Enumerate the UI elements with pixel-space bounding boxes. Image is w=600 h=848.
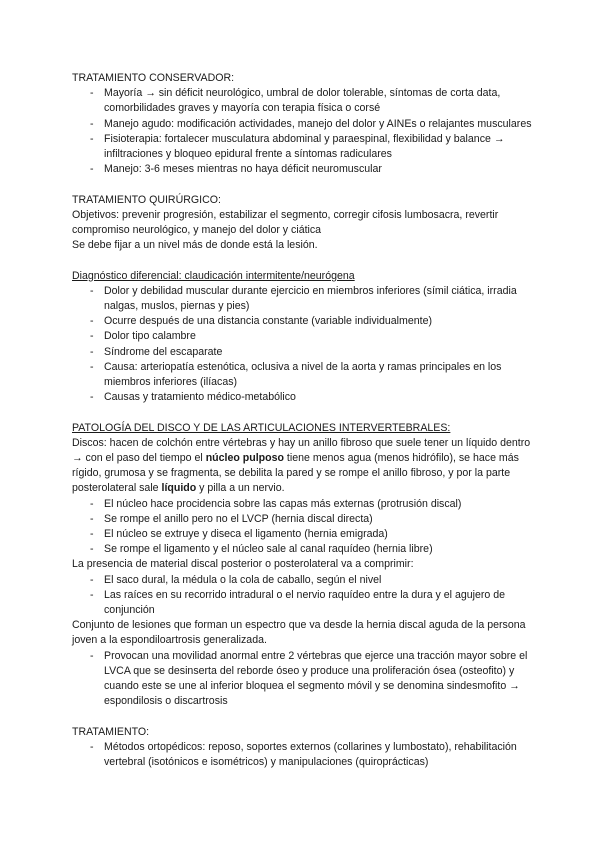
bullet-dash: - [90,117,94,130]
list-item: - Ocurre después de una distancia constante (variable individualmente) [72,314,532,329]
document-page [72,71,532,770]
bullet-dash: - [90,573,94,586]
list-item: - Fisioterapia: fortalecer musculatura abdominal y paraespinal, flexibilidad y balance → infiltraciones y bloqueo epidural frente a síntomas radiculares [90,132,505,161]
bullet-dash: - [90,543,94,556]
list-item: - Se rompe el anillo pero no el LVCP (hernia discal directa) [72,512,532,527]
list-item: - El saco dural, la médula o la cola de caballo, según el nivel [72,573,532,588]
bullet-dash: - [90,360,94,373]
bullet-dash: - [90,330,94,343]
list-hernias [72,497,532,558]
bullet-dash: - [90,497,94,510]
list-item: - Mayoría → sin déficit neurológico, umbral de dolor tolerable, síntomas de corta data, comorbilidades graves y mayoría con terapia física o corsé [90,87,501,115]
section-title-quirurgico: TRATAMIENTO QUIRÚRGICO: [72,193,221,206]
bullet-dash: - [90,345,94,358]
section-title-diagnostico: Diagnóstico diferencial: claudicación intermitente/neurógena [72,269,355,282]
list-compresion [72,573,532,619]
bullet-dash: - [90,315,94,328]
bullet-dash: - [90,87,94,100]
bold-term-nucleo-pulposo: núcleo pulposo [205,452,284,465]
bold-term-liquido: líquido [161,482,197,495]
paragraph-conjunto: Conjunto de lesiones que forman un espectro que va desde la hernia discal aguda de la persona joven a la espondiloartrosis generalizada. [72,619,526,647]
paragraph-fijar: Se debe fijar a un nivel más de donde está la lesión. [72,239,318,252]
list-item: - Se rompe el ligamento y el núcleo sale al canal raquídeo (hernia libre) [72,542,532,557]
list-item: - Causas y tratamiento médico-metabólico [72,390,532,405]
bullet-dash: - [90,163,94,176]
list-item: - Dolor tipo calambre [72,329,532,344]
list-item: - Síndrome del escaparate [72,345,532,360]
list-item: - Manejo agudo: modificación actividades, manejo del dolor y AINEs o relajantes musculares [72,117,532,132]
list-movilidad [72,649,532,710]
list-tratamiento [72,740,532,770]
section-title-conservador: TRATAMIENTO CONSERVADOR: [72,72,235,84]
list-item: - El núcleo hace procidencia sobre las capas más externas (protrusión discal) [72,497,532,512]
bullet-dash: - [90,649,94,662]
list-diagnostico [72,284,532,406]
bullet-dash: - [90,284,94,297]
paragraph-presencia: La presencia de material discal posterior o posterolateral va a comprimir: [72,558,414,571]
list-item: - Dolor y debilidad muscular durante ejercicio en miembros inferiores (símil ciática, irradia nalgas, muslos, piernas y pies) [90,284,517,313]
list-conservador [72,86,532,177]
list-item: - Métodos ortopédicos: reposo, soportes externos (collarines y lumbostato), rehabilitación vertebral (isotónicos e isométricos) y manipulaciones (quiroprácticas) [90,740,517,769]
section-title-patologia: PATOLOGÍA DEL DISCO Y DE LAS ARTICULACIONES INTERVERTEBRALES: [72,421,451,434]
bullet-dash: - [90,512,94,525]
paragraph-discos: Discos: hacen de colchón entre vértebras y hay un anillo fibroso que suele tener un líquido dentro → con el paso del tiempo el núcleo pulposo tiene menos agua (menos hidrófilo), se hace más rígido, grumosa y se fragmenta, se debilita la pared y se rompe el anillo fibroso, y por la parte posterolateral sale líquido y pilla a un nervio. [72,436,531,495]
list-item: - Las raíces en su recorrido intradural o el nervio raquídeo entre la dura y el agujero de conjunción [90,588,506,617]
list-item: - El núcleo se extruye y diseca el ligamento (hernia emigrada) [72,527,532,542]
bullet-dash: - [90,588,94,601]
bullet-dash: - [90,740,94,753]
paragraph-objetivos: Objetivos: prevenir progresión, estabilizar el segmento, corregir cifosis lumbosacra, revertir compromiso neurológico, y manejo del dolor y ciática [72,208,499,237]
list-item: - Causa: arteriopatía estenótica, oclusiva a nivel de la aorta y ramas principales en los miembros inferiores (ilíacas) [90,360,502,389]
bullet-dash: - [90,132,94,145]
list-item: - Provocan una movilidad anormal entre 2 vértebras que ejerce una tracción mayor sobre el LVCA que se desinserta del reborde óseo y produce una proliferación ósea (osteofito) y cuando este se une al inferior bloquea el segmento móvil y se denomina sindesmofito → espondilosis o discartrosis [90,649,528,708]
bullet-dash: - [90,391,94,404]
section-title-tratamiento: TRATAMIENTO: [72,725,150,738]
list-item: - Manejo: 3-6 meses mientras no haya déficit neuromuscular [72,162,532,177]
bullet-dash: - [90,528,94,541]
